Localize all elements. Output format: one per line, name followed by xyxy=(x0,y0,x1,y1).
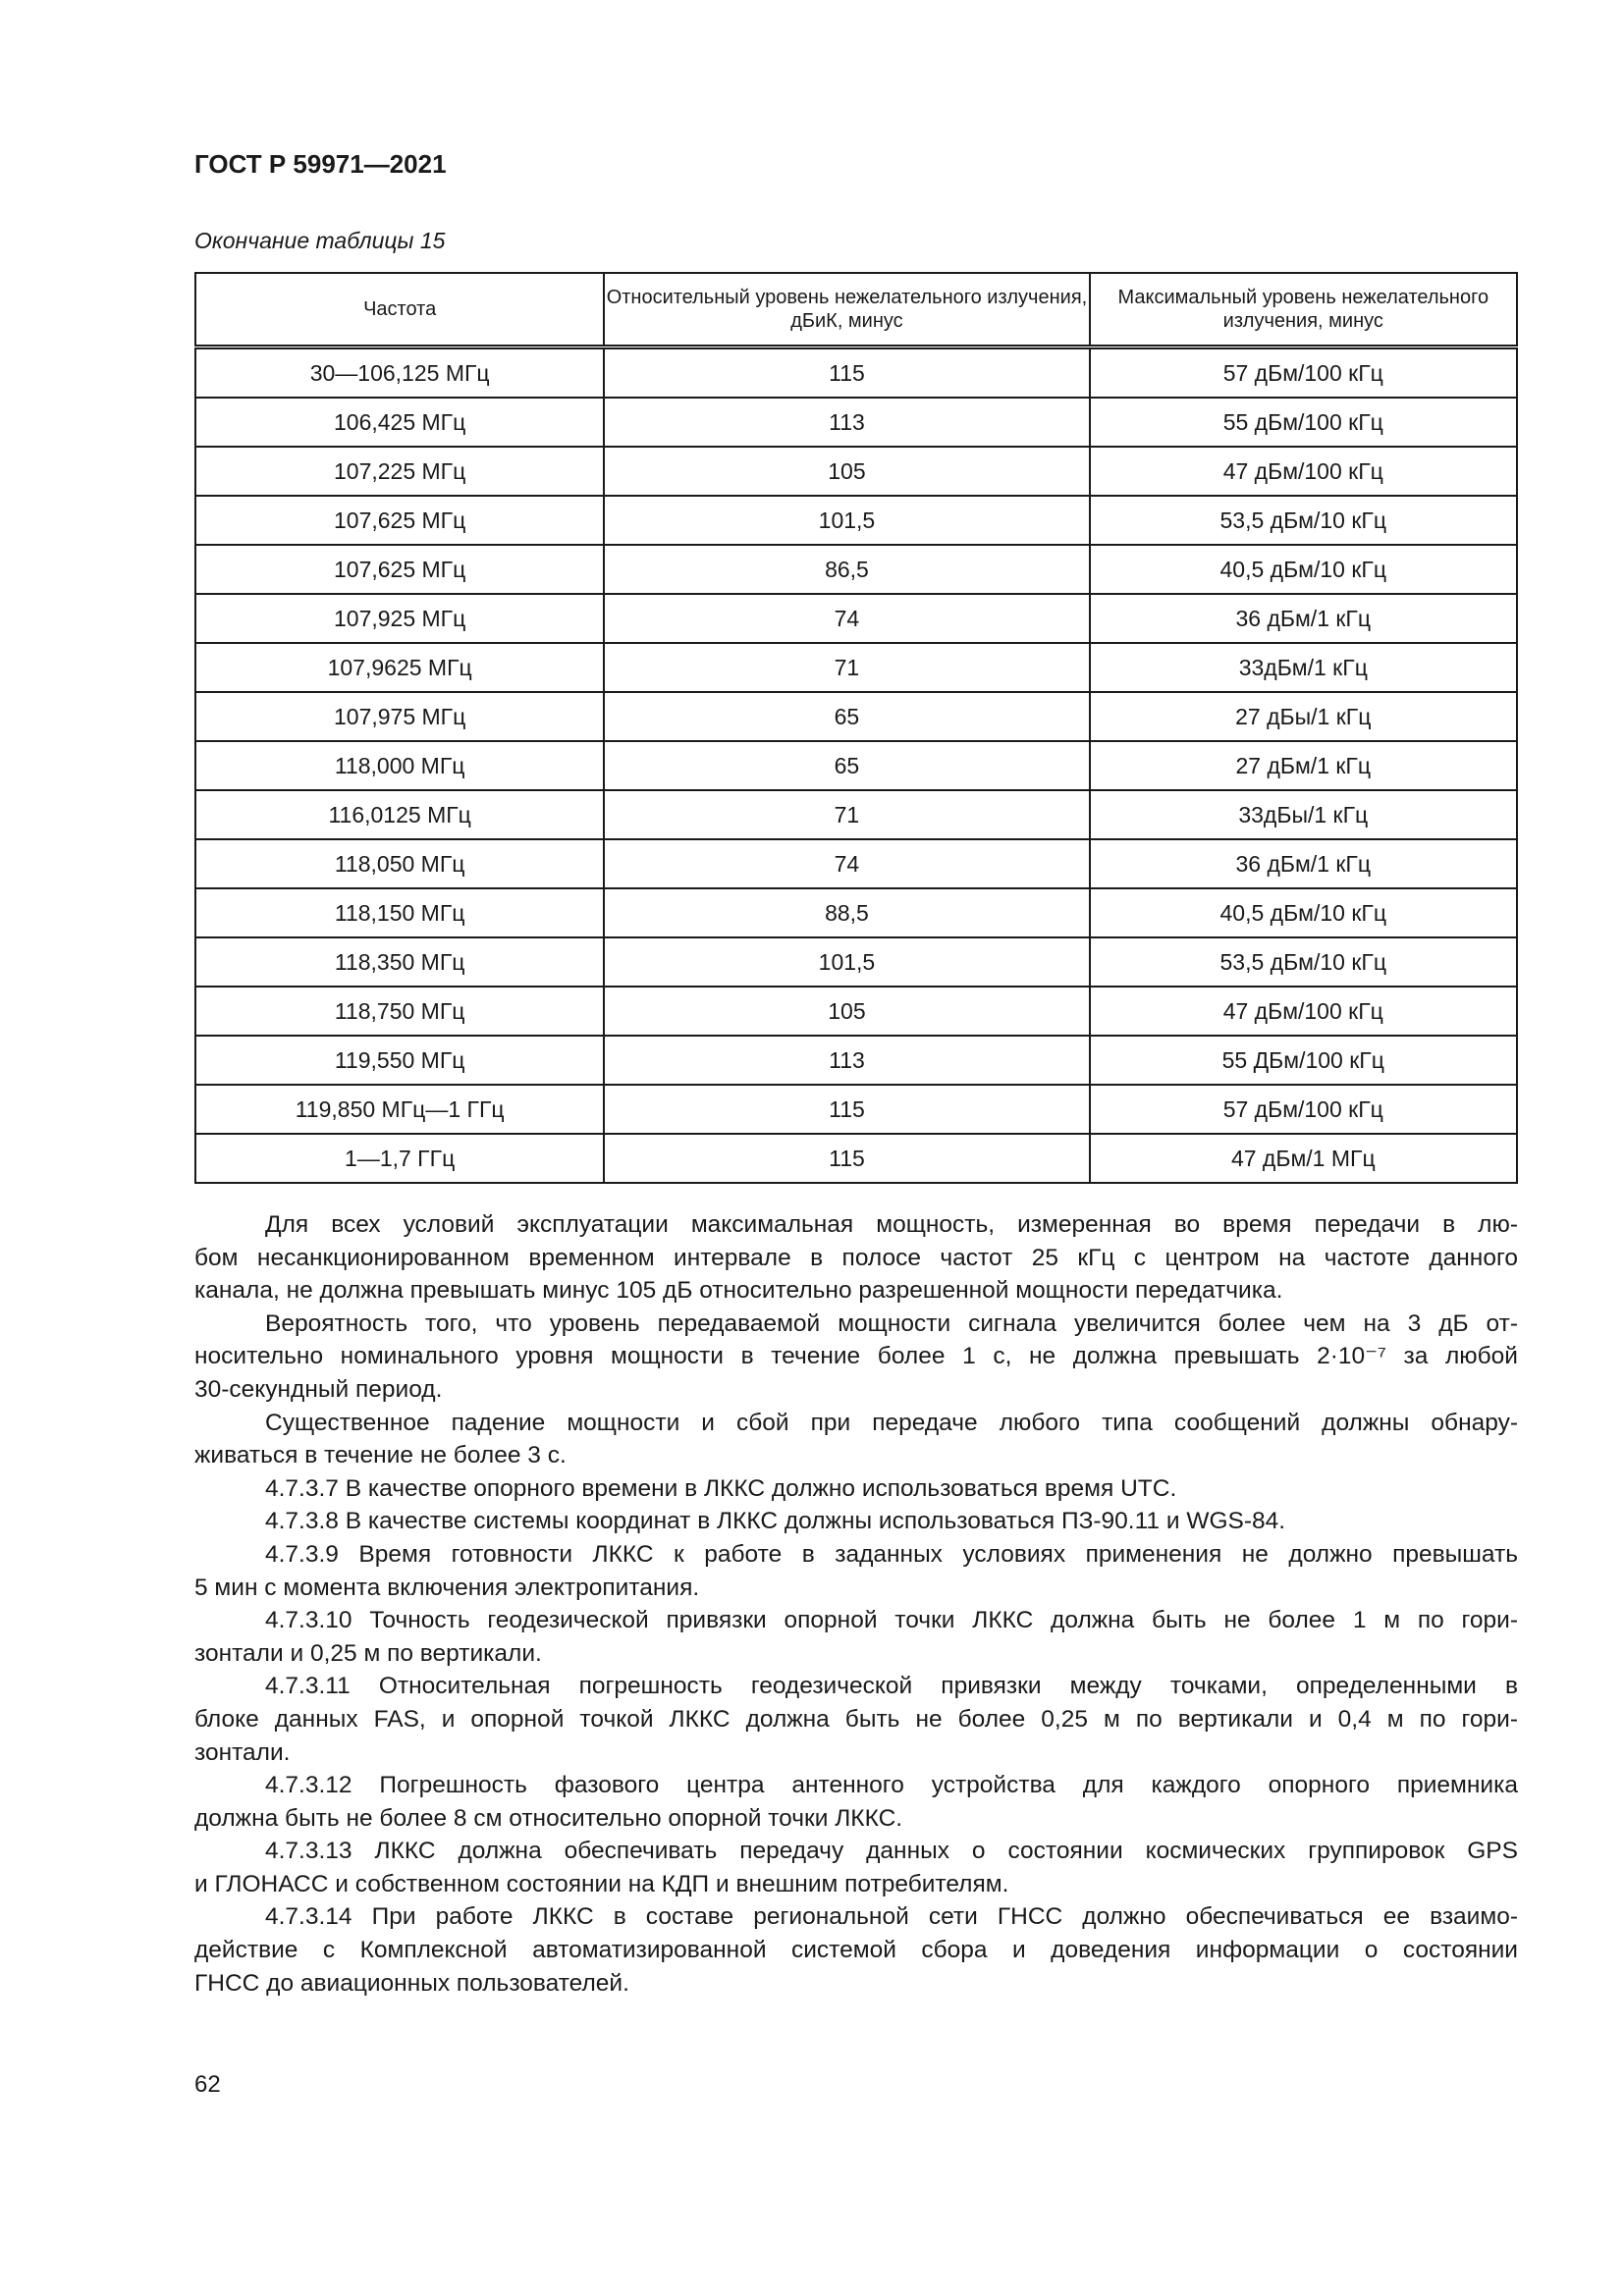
table-row xyxy=(195,1085,1517,1134)
table-row xyxy=(195,937,1517,987)
cell-relative-level: 115 xyxy=(604,1085,1089,1134)
table-row xyxy=(195,1134,1517,1183)
cell-max-level: 47 дБм/100 кГц xyxy=(1090,987,1517,1036)
cell-relative-level: 86,5 xyxy=(604,545,1089,594)
cell-relative-level: 71 xyxy=(604,790,1089,839)
cell-relative-level: 74 xyxy=(604,594,1089,643)
paragraph-line: носительно номинального уровня мощности в течение более 1 с, не должна превышать 2·10⁻⁷ за любой xyxy=(194,1343,1518,1370)
paragraph xyxy=(194,1505,1518,1538)
paragraph-line: канала, не должна превышать минус 105 дБ относительно разрешенной мощности передатчика. xyxy=(194,1277,1283,1305)
cell-frequency: 118,350 МГц xyxy=(195,937,604,987)
table-row xyxy=(195,692,1517,741)
cell-max-level: 36 дБм/1 кГц xyxy=(1090,594,1517,643)
cell-relative-level: 88,5 xyxy=(604,888,1089,937)
cell-relative-level: 105 xyxy=(604,447,1089,496)
paragraph-line: Для всех условий эксплуатации максимальная мощность, измеренная во время передачи в лю- xyxy=(265,1211,1518,1238)
paragraph xyxy=(194,1538,1518,1604)
paragraph-line: блоке данных FAS, и опорной точкой ЛККС должна быть не более 0,25 м по вертикали и 0,4 м по гори- xyxy=(194,1705,1518,1733)
table-row xyxy=(195,496,1517,545)
paragraph-line: 5 мин с момента включения электропитания. xyxy=(194,1574,700,1601)
paragraph-line: Существенное падение мощности и сбой при передаче любого типа сообщений должны обнару- xyxy=(265,1409,1518,1436)
cell-max-level: 27 дБм/1 кГц xyxy=(1090,741,1517,790)
table-header-row xyxy=(195,273,1517,347)
paragraph xyxy=(194,1407,1518,1472)
cell-max-level: 36 дБм/1 кГц xyxy=(1090,839,1517,888)
paragraph-line: живаться в течение не более 3 с. xyxy=(194,1442,567,1469)
paragraph-line: 4.7.3.12 Погрешность фазового центра антенного устройства для каждого опорного приемника xyxy=(265,1772,1518,1799)
cell-relative-level: 115 xyxy=(604,347,1089,399)
cell-frequency: 107,625 МГц xyxy=(195,545,604,594)
cell-frequency: 107,975 МГц xyxy=(195,692,604,741)
cell-frequency: 119,850 МГц—1 ГГц xyxy=(195,1085,604,1134)
cell-relative-level: 74 xyxy=(604,839,1089,888)
paragraph-line: зонтали и 0,25 м по вертикали. xyxy=(194,1639,542,1667)
cell-relative-level: 101,5 xyxy=(604,937,1089,987)
cell-max-level: 33дБм/1 кГц xyxy=(1090,643,1517,692)
paragraph-line: зонтали. xyxy=(194,1738,291,1766)
cell-frequency: 1—1,7 ГГц xyxy=(195,1134,604,1183)
paragraph-line: Вероятность того, что уровень передаваемой мощности сигнала увеличится более чем на 3 дБ от- xyxy=(265,1309,1518,1337)
table-row xyxy=(195,1036,1517,1085)
table-row xyxy=(195,447,1517,496)
paragraph-line: ГНСС до авиационных пользователей. xyxy=(194,1969,629,1997)
paragraph-line: действие с Комплексной автоматизированной системой сбора и доведения информации о состоянии xyxy=(194,1937,1518,1964)
cell-max-level: 55 ДБм/100 кГц xyxy=(1090,1036,1517,1085)
cell-frequency: 118,050 МГц xyxy=(195,839,604,888)
cell-max-level: 53,5 дБм/10 кГц xyxy=(1090,937,1517,987)
paragraph-line: должна быть не более 8 см относительно опорной точки ЛККС. xyxy=(194,1804,903,1832)
table-row xyxy=(195,347,1517,399)
page-number: 62 xyxy=(194,2071,221,2098)
paragraph xyxy=(194,1472,1518,1506)
cell-frequency: 30—106,125 МГц xyxy=(195,347,604,399)
cell-max-level: 47 дБм/100 кГц xyxy=(1090,447,1517,496)
document-code: ГОСТ Р 59971—2021 xyxy=(194,149,447,179)
cell-max-level: 33дБы/1 кГц xyxy=(1090,790,1517,839)
table-row xyxy=(195,545,1517,594)
emission-table xyxy=(194,272,1518,1184)
cell-relative-level: 113 xyxy=(604,1036,1089,1085)
cell-frequency: 118,000 МГц xyxy=(195,741,604,790)
table-row xyxy=(195,643,1517,692)
paragraph xyxy=(194,1900,1518,2000)
paragraph-line: бом несанкционированном временном интервале в полосе частот 25 кГц с центром на частоте данного xyxy=(194,1244,1518,1271)
table-row xyxy=(195,888,1517,937)
paragraph xyxy=(194,1769,1518,1835)
cell-max-level: 53,5 дБм/10 кГц xyxy=(1090,496,1517,545)
cell-frequency: 107,9625 МГц xyxy=(195,643,604,692)
paragraph-line: 4.7.3.14 При работе ЛККС в составе региональной сети ГНСС должно обеспечиваться ее взаимо- xyxy=(265,1903,1518,1931)
table-row xyxy=(195,839,1517,888)
paragraph-line: 4.7.3.9 Время готовности ЛККС к работе в заданных условиях применения не должно превышать xyxy=(265,1540,1518,1568)
cell-frequency: 118,750 МГц xyxy=(195,987,604,1036)
cell-frequency: 119,550 МГц xyxy=(195,1036,604,1085)
cell-relative-level: 101,5 xyxy=(604,496,1089,545)
cell-relative-level: 71 xyxy=(604,643,1089,692)
cell-max-level: 55 дБм/100 кГц xyxy=(1090,398,1517,447)
paragraph xyxy=(194,1835,1518,1900)
column-header-max-level: Максимальный уровень нежелательного излучения, минус xyxy=(1090,273,1517,347)
cell-relative-level: 65 xyxy=(604,741,1089,790)
table-row xyxy=(195,398,1517,447)
column-header-relative-level: Относительный уровень нежелательного излучения, дБиК, минус xyxy=(604,273,1089,347)
cell-relative-level: 65 xyxy=(604,692,1089,741)
paragraph-line: и ГЛОНАСС и собственном состоянии на КДП и внешним потребителям. xyxy=(194,1870,1009,1897)
body-text xyxy=(194,1208,1518,2000)
paragraph-line: 4.7.3.7 В качестве опорного времени в ЛККС должно использоваться время UTC. xyxy=(265,1474,1177,1502)
cell-relative-level: 113 xyxy=(604,398,1089,447)
table-row xyxy=(195,741,1517,790)
cell-frequency: 107,225 МГц xyxy=(195,447,604,496)
table-row xyxy=(195,790,1517,839)
cell-relative-level: 115 xyxy=(604,1134,1089,1183)
cell-frequency: 106,425 МГц xyxy=(195,398,604,447)
cell-max-level: 40,5 дБм/10 кГц xyxy=(1090,888,1517,937)
column-header-frequency: Частота xyxy=(195,273,604,347)
cell-max-level: 57 дБм/100 кГц xyxy=(1090,347,1517,399)
cell-relative-level: 105 xyxy=(604,987,1089,1036)
table-row xyxy=(195,594,1517,643)
cell-max-level: 40,5 дБм/10 кГц xyxy=(1090,545,1517,594)
paragraph-line: 4.7.3.10 Точность геодезической привязки опорной точки ЛККС должна быть не более 1 м по гори- xyxy=(265,1607,1518,1634)
cell-max-level: 57 дБм/100 кГц xyxy=(1090,1085,1517,1134)
paragraph-line: 30-секундный период. xyxy=(194,1375,443,1403)
cell-frequency: 107,925 МГц xyxy=(195,594,604,643)
cell-max-level: 27 дБы/1 кГц xyxy=(1090,692,1517,741)
cell-frequency: 118,150 МГц xyxy=(195,888,604,937)
cell-frequency: 107,625 МГц xyxy=(195,496,604,545)
cell-max-level: 47 дБм/1 МГц xyxy=(1090,1134,1517,1183)
paragraph-line: 4.7.3.11 Относительная погрешность геодезической привязки между точками, определенными в xyxy=(265,1673,1518,1700)
paragraph-line: 4.7.3.8 В качестве системы координат в ЛККС должны использоваться ПЗ-90.11 и WGS-84. xyxy=(265,1508,1286,1535)
table-caption: Окончание таблицы 15 xyxy=(194,228,446,253)
paragraph xyxy=(194,1604,1518,1670)
table-row xyxy=(195,987,1517,1036)
paragraph xyxy=(194,1208,1518,1308)
paragraph xyxy=(194,1670,1518,1769)
paragraph xyxy=(194,1308,1518,1407)
cell-frequency: 116,0125 МГц xyxy=(195,790,604,839)
paragraph-line: 4.7.3.13 ЛККС должна обеспечивать передачу данных о состоянии космических группировок GPS xyxy=(265,1838,1518,1865)
